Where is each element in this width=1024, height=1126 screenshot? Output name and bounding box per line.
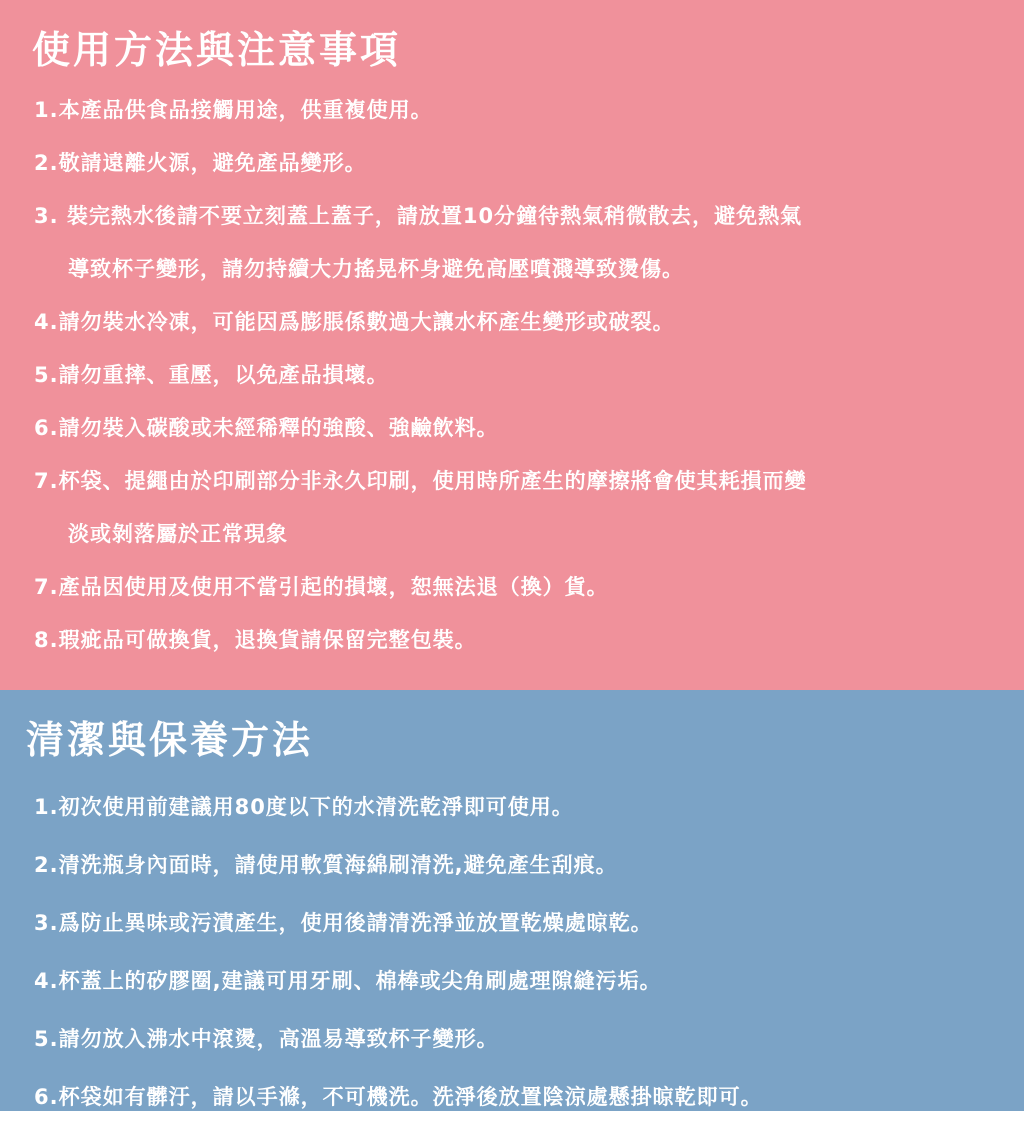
usage-title: 使用方法與注意事項 [32,28,402,72]
usage-item-7b: 7.產品因使用及使用不當引起的損壞，恕無法退（換）貨。 [34,575,609,599]
usage-item-8: 8.瑕疵品可做換貨，退換貨請保留完整包裝。 [34,628,477,652]
care-item-6: 6.杯袋如有髒汙，請以手滌，不可機洗。洗淨後放置陰涼處懸掛晾乾即可。 [34,1085,763,1109]
care-item-1: 1.初次使用前建議用80度以下的水清洗乾淨即可使用。 [34,795,574,819]
usage-item-7: 7.杯袋、提繩由於印刷部分非永久印刷，使用時所產生的摩擦將會使其耗損而變 [34,469,807,493]
care-item-4: 4.杯蓋上的矽膠圈,建議可用牙刷、棉棒或尖角刷處理隙縫污垢。 [34,969,662,993]
usage-item-4: 4.請勿裝水冷凍，可能因爲膨脹係數過大讓水杯產生變形或破裂。 [34,310,675,334]
care-title: 清潔與保養方法 [26,718,314,762]
usage-item-3-continued: 導致杯子變形，請勿持續大力搖晃杯身避免高壓噴濺導致燙傷。 [68,257,684,281]
care-section [0,690,1024,1111]
care-list [26,778,1004,1126]
usage-item-2: 2.敬請遠離火源，避免產品變形。 [34,151,367,175]
care-item-3: 3.爲防止異味或污漬產生，使用後請清洗淨並放置乾燥處晾乾。 [34,911,653,935]
usage-item-1: 1.本產品供食品接觸用途，供重複使用。 [34,98,433,122]
care-item-5: 5.請勿放入沸水中滾燙，高溫易導致杯子變形。 [34,1027,499,1051]
usage-item-6: 6.請勿裝入碳酸或未經稀釋的強酸、強鹼飲料。 [34,416,499,440]
usage-item-7-continued: 淡或剝落屬於正常現象 [68,522,288,546]
usage-list [32,84,1004,667]
usage-item-5: 5.請勿重摔、重壓，以免產品損壞。 [34,363,389,387]
usage-item-3: 3. 裝完熱水後請不要立刻蓋上蓋子，請放置10分鐘待熱氣稍微散去，避免熱氣 [34,204,803,228]
care-item-2: 2.清洗瓶身內面時，請使用軟質海綿刷清洗,避免產生刮痕。 [34,853,618,877]
